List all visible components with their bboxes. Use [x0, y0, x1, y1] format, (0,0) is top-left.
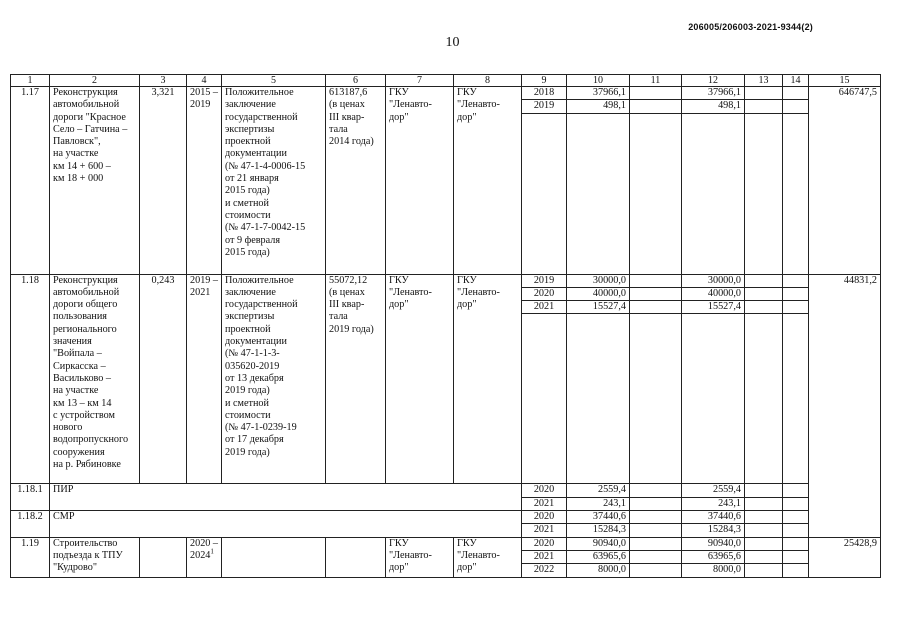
total-amount: 8000,0: [567, 564, 630, 577]
column-number: 1: [11, 75, 50, 87]
empty-cell: [745, 537, 783, 550]
empty-cell: [522, 314, 567, 484]
empty-cell: [783, 87, 809, 100]
customer: ГКУ "Ленавто- дор": [386, 87, 454, 275]
year: 2020: [522, 287, 567, 300]
object-name: Реконструкция автомобильной дороги "Красное Село – Гатчина – Павловск", на участке км 14 + 600 – км 18 + 000: [50, 87, 140, 275]
empty-cell: [783, 497, 809, 510]
regional-amount: 40000,0: [682, 287, 745, 300]
column-number: 2: [50, 75, 140, 87]
column-number: 8: [454, 75, 522, 87]
column-number: 5: [222, 75, 326, 87]
total-amount: 37440,6: [567, 511, 630, 524]
regional-amount: 15284,3: [682, 524, 745, 537]
length-km: 3,321: [140, 87, 187, 275]
year: 2019: [522, 100, 567, 113]
object-name: Строительство подъезда к ТПУ "Кудрово": [50, 537, 140, 577]
empty-cell: [745, 287, 783, 300]
empty-cell: [522, 113, 567, 274]
page-number: 10: [445, 35, 460, 50]
regional-amount: 37440,6: [682, 511, 745, 524]
empty-cell: [745, 301, 783, 314]
regional-amount: 498,1: [682, 100, 745, 113]
empty-cell: [783, 314, 809, 484]
object-name: Реконструкция автомобильной дороги общего пользования регионального значения "Войпала – Сиркасска – Васильково – на участке км 13 – км 14 с устройством нового водопропускного сооружения на р. Рябиновке: [50, 274, 140, 484]
empty-cell: [630, 100, 682, 113]
column-number: 4: [187, 75, 222, 87]
balance-amount: 25428,9: [809, 537, 881, 577]
empty-cell: [783, 113, 809, 274]
column-number: 6: [326, 75, 386, 87]
empty-cell: [222, 537, 326, 577]
executor: ГКУ "Ленавто- дор": [454, 537, 522, 577]
column-number-row: [11, 75, 881, 87]
year: 2021: [522, 524, 567, 537]
column-number: 14: [783, 75, 809, 87]
empty-cell: [630, 537, 682, 550]
regional-amount: 90940,0: [682, 537, 745, 550]
customer: ГКУ "Ленавто- дор": [386, 274, 454, 484]
empty-cell: [630, 314, 682, 484]
regional-amount: 63965,6: [682, 550, 745, 563]
column-number: 12: [682, 75, 745, 87]
estimated-cost: 55072,12 (в ценах III квар- тала 2019 года): [326, 274, 386, 484]
empty-cell: [630, 511, 682, 524]
year: 2018: [522, 87, 567, 100]
empty-cell: [682, 314, 745, 484]
empty-cell: [783, 301, 809, 314]
period: [187, 537, 222, 577]
empty-cell: [783, 274, 809, 287]
empty-cell: [140, 537, 187, 577]
year: 2021: [522, 550, 567, 563]
empty-cell: [783, 511, 809, 524]
table-row: [11, 537, 881, 550]
year: 2020: [522, 484, 567, 497]
year: 2022: [522, 564, 567, 577]
total-amount: 37966,1: [567, 87, 630, 100]
empty-cell: [630, 524, 682, 537]
total-amount: 498,1: [567, 100, 630, 113]
year: 2021: [522, 497, 567, 510]
period: 2015 – 2019: [187, 87, 222, 275]
executor: ГКУ "Ленавто- дор": [454, 87, 522, 275]
column-number: 7: [386, 75, 454, 87]
empty-cell: [745, 113, 783, 274]
total-amount: 40000,0: [567, 287, 630, 300]
row-number: 1.18.2: [11, 511, 50, 538]
empty-cell: [745, 314, 783, 484]
table-row: [11, 511, 881, 524]
empty-cell: [326, 537, 386, 577]
project-docs: Положительное заключение государственной экспертизы проектной документации (№ 47-1-1-3- 035620-2019 от 13 декабря 2019 года) и сметной стоимости (№ 47-1-0239-19 от 17 декабря 2019 года): [222, 274, 326, 484]
estimated-cost: 613187,6 (в ценах III квар- тала 2014 года): [326, 87, 386, 275]
total-amount: 90940,0: [567, 537, 630, 550]
period-text: 2020 – 2024: [190, 537, 219, 561]
empty-cell: [745, 524, 783, 537]
empty-cell: [745, 511, 783, 524]
empty-cell: [567, 314, 630, 484]
empty-cell: [783, 564, 809, 577]
empty-cell: [630, 274, 682, 287]
row-number: 1.17: [11, 87, 50, 275]
year: 2020: [522, 537, 567, 550]
column-number: 9: [522, 75, 567, 87]
empty-cell: [745, 550, 783, 563]
cost-type-label: ПИР: [50, 484, 522, 511]
year: 2019: [522, 274, 567, 287]
empty-cell: [630, 301, 682, 314]
total-amount: 30000,0: [567, 274, 630, 287]
total-amount: 15527,4: [567, 301, 630, 314]
customer: ГКУ "Ленавто- дор": [386, 537, 454, 577]
regional-amount: 30000,0: [682, 274, 745, 287]
regional-amount: 8000,0: [682, 564, 745, 577]
empty-cell: [745, 564, 783, 577]
column-number: 13: [745, 75, 783, 87]
regional-amount: 2559,4: [682, 484, 745, 497]
total-amount: 2559,4: [567, 484, 630, 497]
column-number: 15: [809, 75, 881, 87]
table-row: [11, 484, 881, 497]
empty-cell: [783, 537, 809, 550]
program-table: [10, 74, 881, 578]
period: 2019 – 2021: [187, 274, 222, 484]
balance-amount: 646747,5: [809, 87, 881, 275]
footnote-mark: 1: [210, 547, 214, 556]
empty-cell: [630, 564, 682, 577]
empty-cell: [783, 550, 809, 563]
empty-cell: [630, 484, 682, 497]
year: 2020: [522, 511, 567, 524]
empty-cell: [630, 497, 682, 510]
regional-amount: 15527,4: [682, 301, 745, 314]
row-number: 1.18.1: [11, 484, 50, 511]
project-docs: Положительное заключение государственной экспертизы проектной документации (№ 47-1-4-0006-15 от 21 января 2015 года) и сметной стоимости (№ 47-1-7-0042-15 от 9 февраля 2015 года): [222, 87, 326, 275]
row-number: 1.18: [11, 274, 50, 484]
total-amount: 243,1: [567, 497, 630, 510]
empty-cell: [745, 274, 783, 287]
column-number: 10: [567, 75, 630, 87]
column-number: 11: [630, 75, 682, 87]
empty-cell: [630, 287, 682, 300]
total-amount: 63965,6: [567, 550, 630, 563]
empty-cell: [745, 484, 783, 497]
empty-cell: [630, 550, 682, 563]
length-km: 0,243: [140, 274, 187, 484]
empty-cell: [745, 497, 783, 510]
row-number: 1.19: [11, 537, 50, 577]
table-row: [11, 274, 881, 287]
empty-cell: [783, 287, 809, 300]
balance-amount: 44831,2: [809, 274, 881, 537]
empty-cell: [567, 113, 630, 274]
empty-cell: [682, 113, 745, 274]
column-number: 3: [140, 75, 187, 87]
document-id: 206005/206003-2021-9344(2): [688, 22, 813, 32]
empty-cell: [783, 524, 809, 537]
empty-cell: [745, 87, 783, 100]
table-row: [11, 87, 881, 100]
empty-cell: [783, 484, 809, 497]
empty-cell: [745, 100, 783, 113]
executor: ГКУ "Ленавто- дор": [454, 274, 522, 484]
total-amount: 15284,3: [567, 524, 630, 537]
regional-amount: 243,1: [682, 497, 745, 510]
year: 2021: [522, 301, 567, 314]
empty-cell: [630, 87, 682, 100]
cost-type-label: СМР: [50, 511, 522, 538]
regional-amount: 37966,1: [682, 87, 745, 100]
empty-cell: [783, 100, 809, 113]
empty-cell: [630, 113, 682, 274]
